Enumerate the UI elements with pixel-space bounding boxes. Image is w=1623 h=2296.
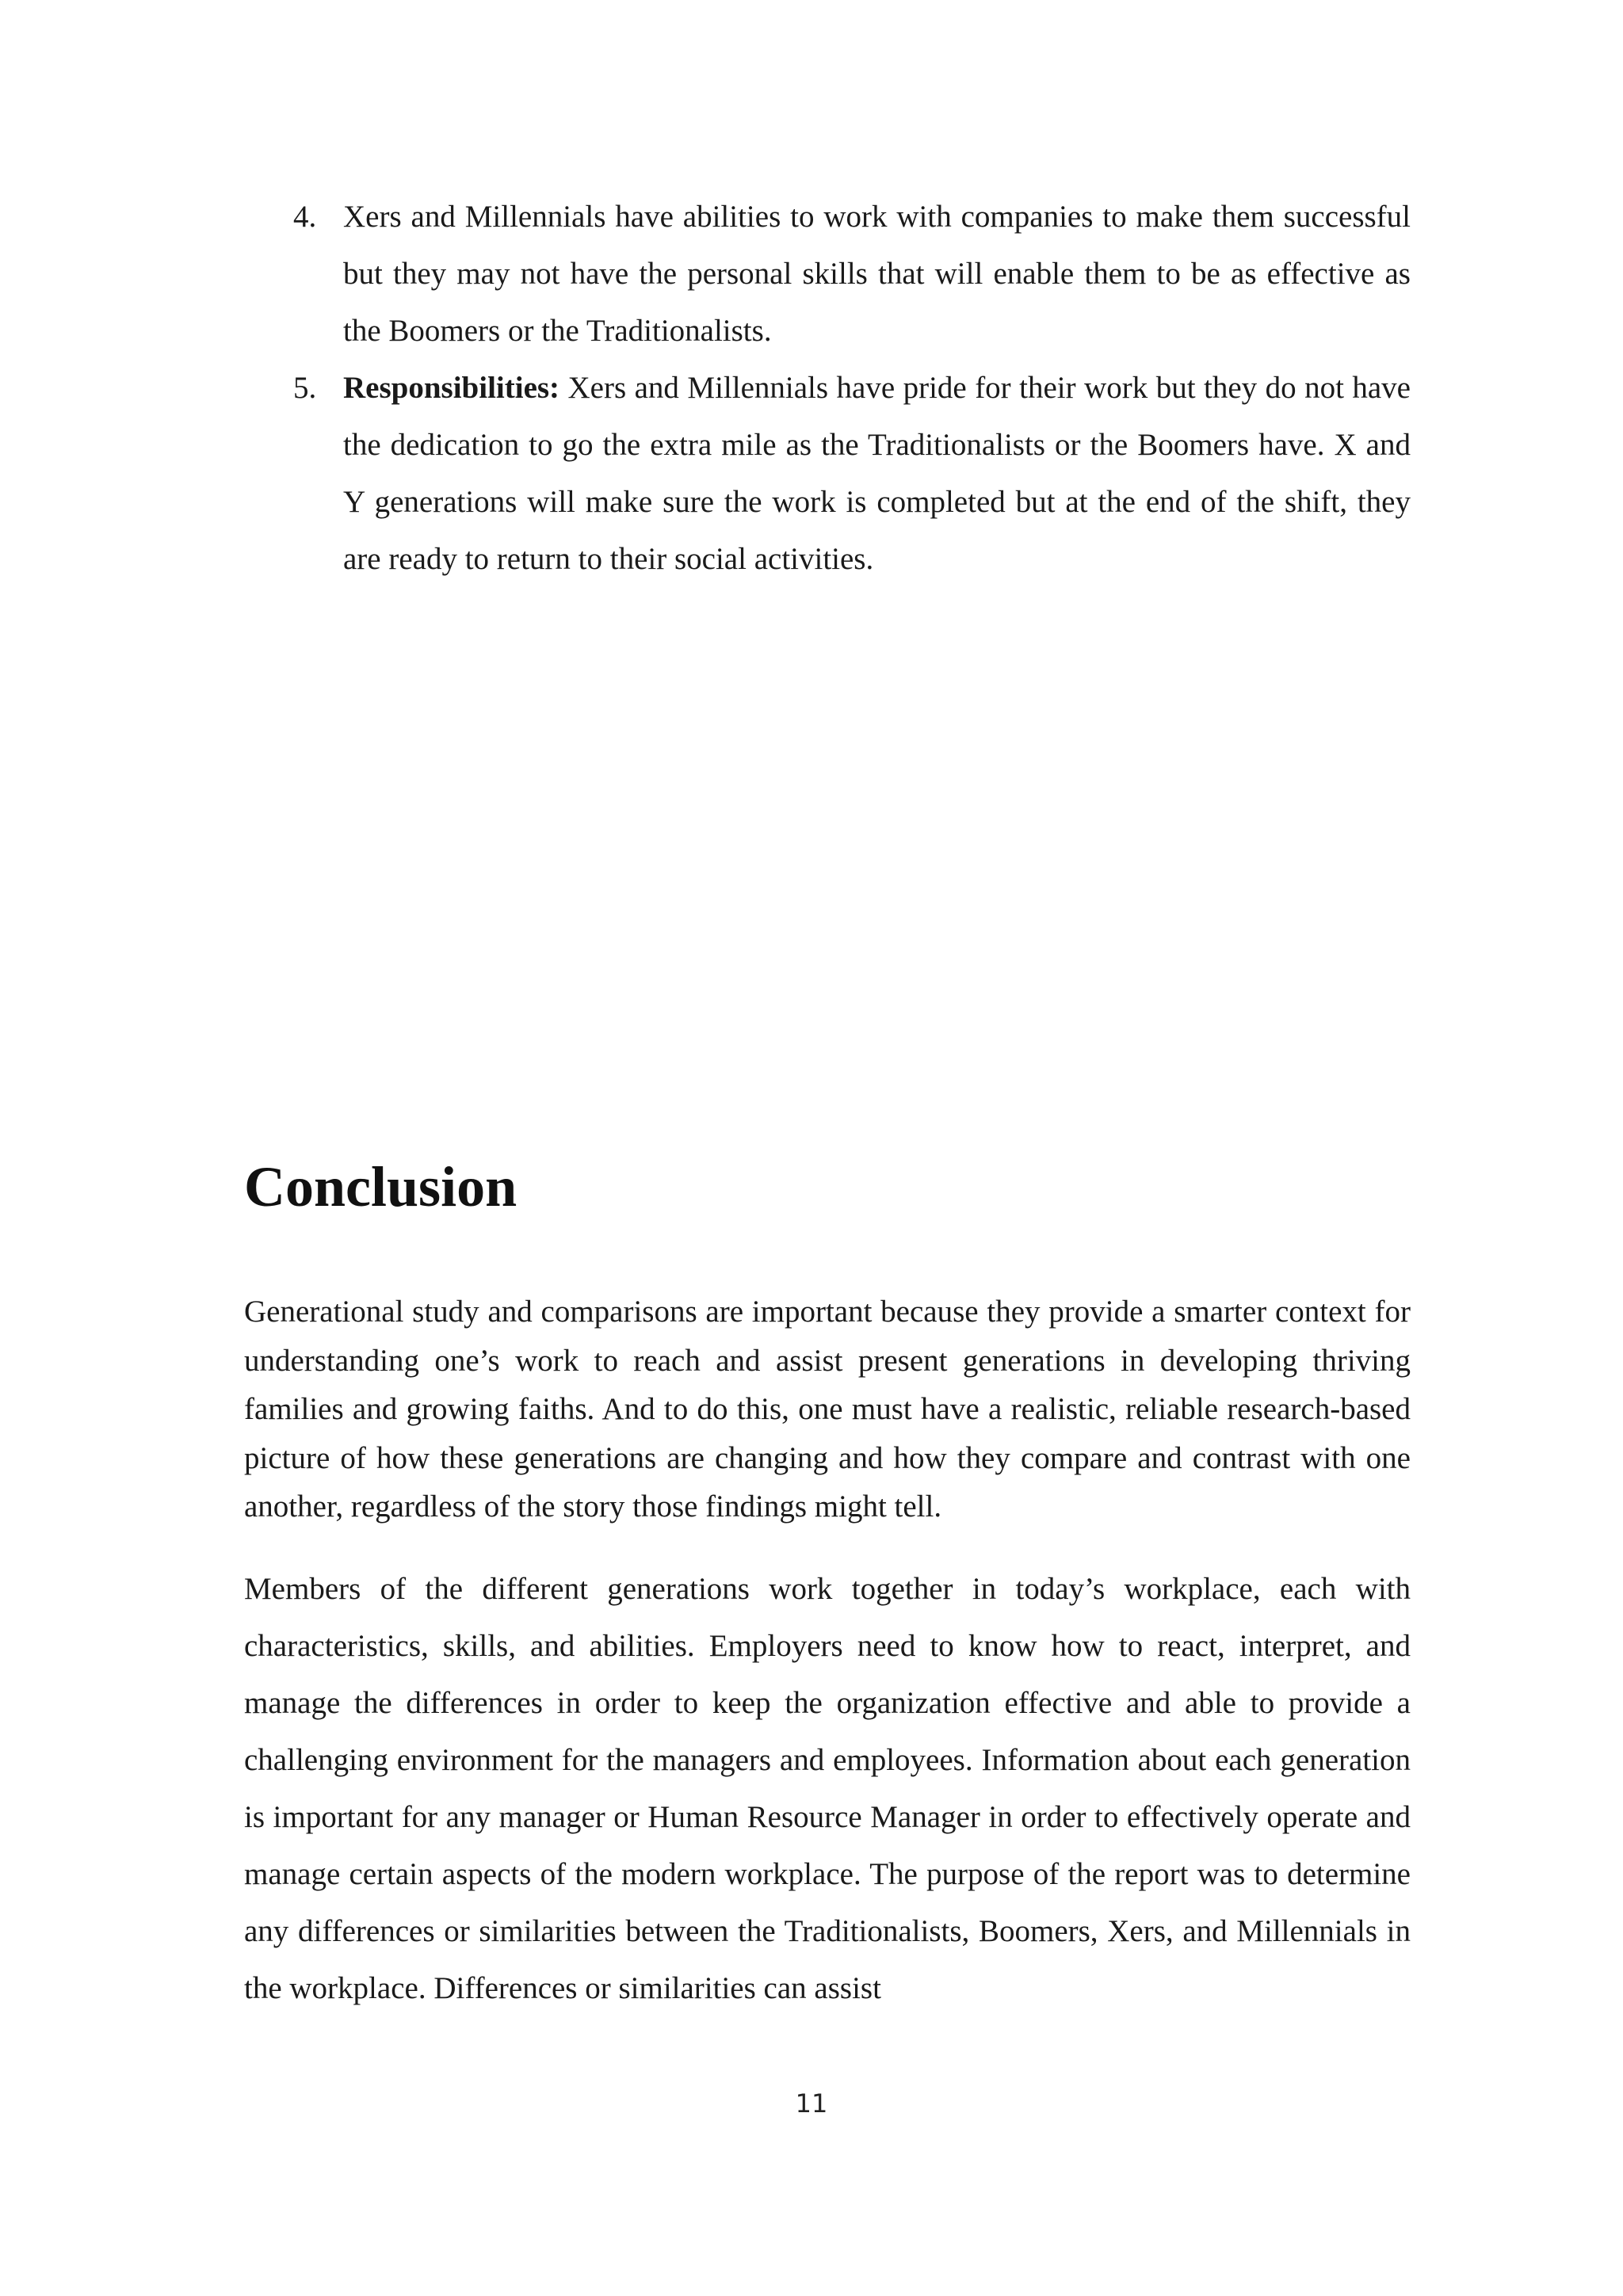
list-item-text: Xers and Millennials have pride for their work but they do not have the dedication to go the extra mile as the Traditionalists or the Boomers have. X and Y generations will make sure the work is completed but at the end of the shift, they are ready to return to their social activities. [343,371,1411,576]
list-item [293,360,1411,588]
list-item [293,189,1411,360]
paragraph: Members of the different generations work together in today’s workplace, each with characteristics, skills, and abilities. Employers need to know how to react, interpret, and manage the differences in order to keep the organization effective and able to provide a challenging environment for the managers and employees. Information about each generation is important for any manager or Human Resource Manager in order to effectively operate and manage certain aspects of the modern workplace. The purpose of the report was to determine any differences or similarities between the Traditionalists, Boomers, Xers, and Millennials in the workplace. Differences or similarities can assist [244,1572,1411,2005]
list-item-text: Xers and Millennials have abilities to work with companies to make them successful but they may not have the personal skills that will enable them to be as effective as the Boomers or the Traditionalists. [343,200,1411,348]
list-item-number: 4. [293,200,317,234]
list-item-term: Responsibilities: [343,371,560,405]
numbered-list [293,189,1411,588]
section-heading: Conclusion [244,1155,517,1219]
paragraph: Generational study and comparisons are important because they provide a smarter context for understanding one’s work to reach and assist present generations in developing thriving families and growing faiths. And to do this, one must have a realistic, reliable research-based picture of how these generations are changing and how they compare and contrast with one another, regardless of the story those findings might tell. [244,1295,1411,1524]
list-item-number: 5. [293,371,317,405]
page-number: 11 [795,2088,828,2119]
